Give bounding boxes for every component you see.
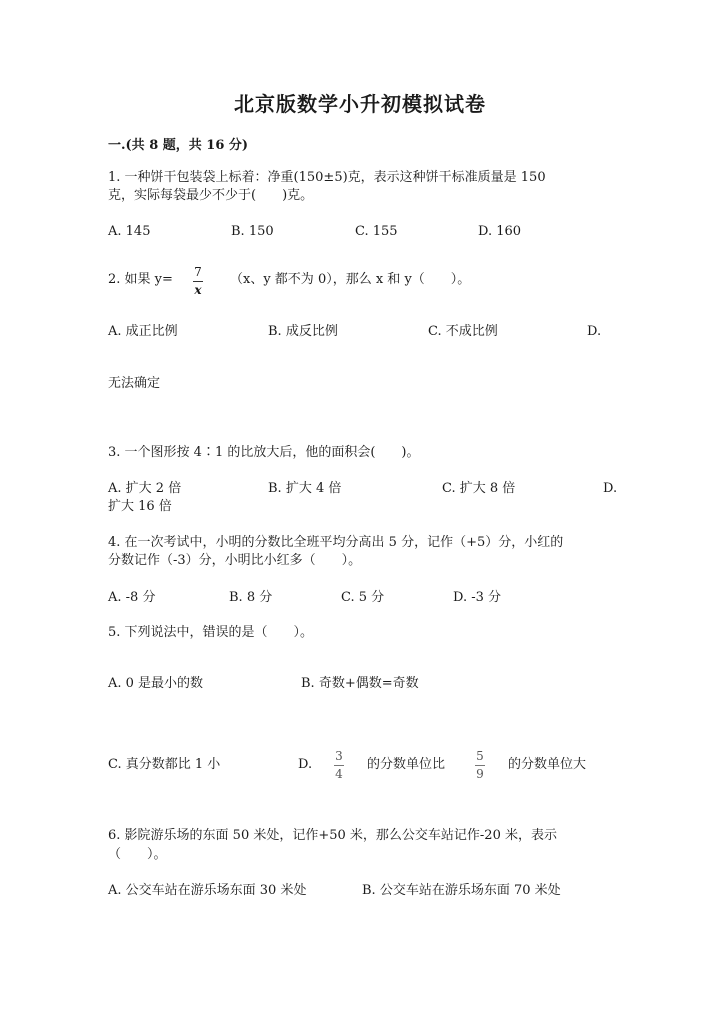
fraction-3-over-4 — [334, 750, 344, 781]
question-2-option-b[interactable]: B. 成反比例 — [268, 324, 338, 339]
question-1-option-d[interactable]: D. 160 — [478, 224, 522, 239]
fraction-5-over-9 — [475, 750, 485, 781]
question-3-option-a[interactable]: A. 扩大 2 倍 — [108, 481, 182, 496]
question-3-option-d-text: 扩大 16 倍 — [108, 499, 172, 514]
question-1-option-a[interactable]: A. 145 — [108, 224, 151, 239]
question-6-option-a[interactable]: A. 公交车站在游乐场东面 30 米处 — [108, 883, 307, 898]
question-2-option-a[interactable]: A. 成正比例 — [108, 324, 178, 339]
question-6-option-b[interactable]: B. 公交车站在游乐场东面 70 米处 — [362, 883, 561, 898]
question-4-line-1: 4. 在一次考试中，小明的分数比全班平均分高出 5 分，记作（+5）分，小红的 — [108, 535, 564, 550]
question-3-option-b[interactable]: B. 扩大 4 倍 — [268, 481, 342, 496]
question-5-option-b[interactable]: B. 奇数+偶数=奇数 — [301, 676, 419, 691]
question-6-line-2: （ ）。 — [108, 847, 167, 862]
question-1-line-2: 克，实际每袋最少不少于( )克。 — [108, 188, 314, 203]
question-5-option-a[interactable]: A. 0 是最小的数 — [108, 676, 204, 691]
question-3-option-d[interactable]: D. — [603, 481, 618, 496]
fraction-numerator: 3 — [335, 749, 343, 763]
question-4-option-b[interactable]: B. 8 分 — [229, 590, 273, 605]
fraction-bar — [193, 281, 203, 282]
fraction-bar — [334, 765, 344, 766]
fraction-7-over-x — [193, 266, 203, 297]
question-1-line-1: 1. 一种饼干包装袋上标着：净重(150±5)克，表示这种饼干标准质量是 150 — [108, 170, 546, 185]
question-5-line-1: 5. 下列说法中，错误的是（ ）。 — [108, 625, 314, 640]
question-2-suffix: （x、y 都不为 0），那么 x 和 y（ ）。 — [230, 272, 471, 287]
question-5-option-d[interactable]: D. — [298, 757, 313, 772]
question-3-line-1: 3. 一个图形按 4∶1 的比放大后，他的面积会( )。 — [108, 445, 420, 460]
question-3-option-c[interactable]: C. 扩大 8 倍 — [442, 481, 516, 496]
section-heading: 一.(共 8 题，共 16 分) — [108, 138, 249, 153]
question-2-prefix: 2. 如果 y= — [108, 272, 173, 287]
question-4-option-c[interactable]: C. 5 分 — [341, 590, 385, 605]
fraction-denominator: 4 — [335, 767, 343, 781]
fraction-numerator: 7 — [194, 265, 202, 279]
question-4-option-d[interactable]: D. -3 分 — [453, 590, 502, 605]
question-2-option-d[interactable]: D. — [587, 324, 602, 339]
question-5-option-d-end: 的分数单位大 — [508, 757, 587, 772]
question-2-option-c[interactable]: C. 不成比例 — [428, 324, 498, 339]
fraction-numerator: 5 — [476, 749, 484, 763]
question-2-option-d-text: 无法确定 — [108, 376, 161, 391]
question-1-option-c[interactable]: C. 155 — [355, 224, 398, 239]
question-1-option-b[interactable]: B. 150 — [231, 224, 274, 239]
question-4-option-a[interactable]: A. -8 分 — [108, 590, 156, 605]
fraction-bar — [475, 765, 485, 766]
fraction-denominator: 9 — [476, 767, 484, 781]
question-4-line-2: 分数记作（-3）分，小明比小红多（ ）。 — [108, 553, 362, 568]
question-5-option-d-middle: 的分数单位比 — [367, 757, 446, 772]
page-title: 北京版数学小升初模拟试卷 — [234, 92, 486, 116]
fraction-denominator: x — [194, 283, 202, 297]
question-5-option-c[interactable]: C. 真分数都比 1 小 — [108, 757, 221, 772]
question-6-line-1: 6. 影院游乐场的东面 50 米处，记作+50 米，那么公交车站记作-20 米，表示 — [108, 828, 557, 843]
